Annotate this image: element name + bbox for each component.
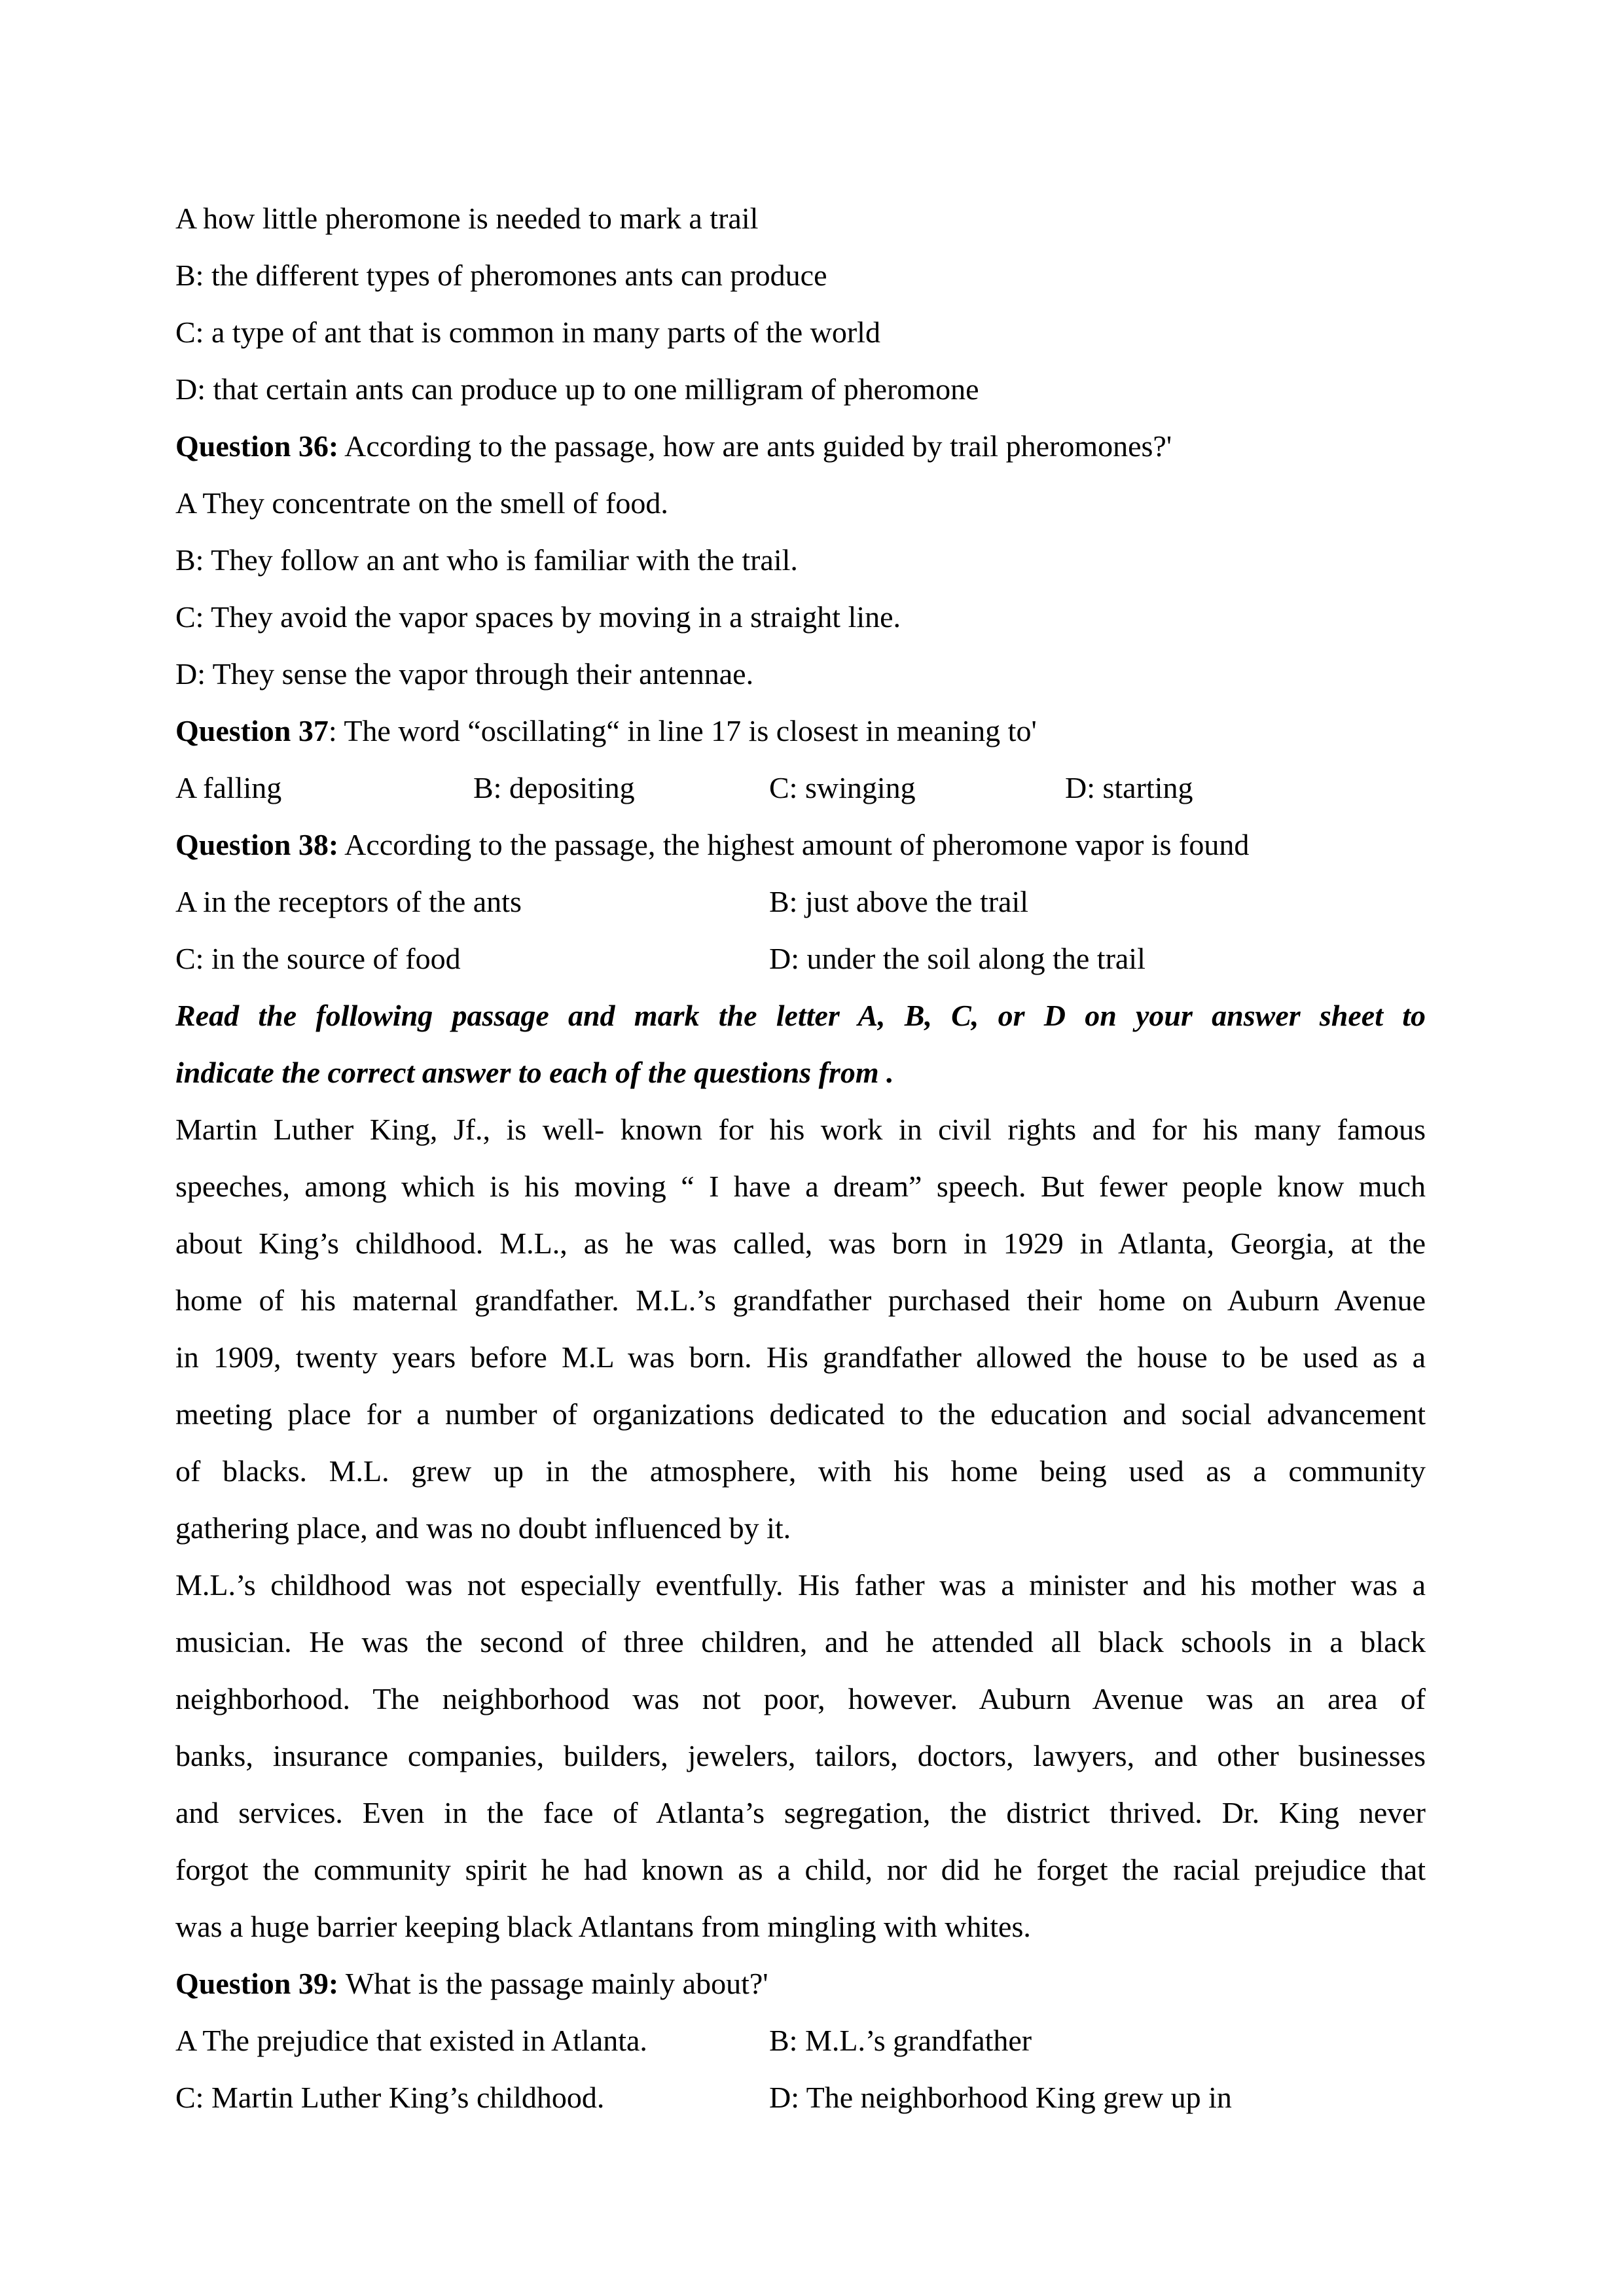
q38-question — [175, 816, 1426, 873]
passage-line: speeches, among which is his moving “ I have a dream” speech. But fewer people know much — [175, 1170, 1426, 1203]
q39-options-row-1 — [175, 2012, 1426, 2069]
q37-option-a: A falling — [175, 771, 282, 804]
q39-option-c: C: Martin Luther King’s childhood. — [175, 2081, 605, 2114]
q39-options-row-2 — [175, 2069, 1426, 2126]
passage-line: musician. He was the second of three children, and he attended all black schools in a black — [175, 1625, 1426, 1659]
q39-question — [175, 1955, 1426, 2012]
q37-question — [175, 702, 1426, 759]
q36-stem: According to the passage, how are ants guided by trail pheromones?' — [338, 429, 1172, 463]
q36-label: Question 36: — [175, 429, 339, 463]
q37-stem: : The word “oscillating“ in line 17 is closest in meaning to' — [328, 714, 1037, 747]
passage-line: banks, insurance companies, builders, jewelers, tailors, doctors, lawyers, and other businesses — [175, 1739, 1426, 1772]
q37-options — [175, 759, 1426, 816]
q38-stem: According to the passage, the highest amount of pheromone vapor is found — [338, 828, 1250, 861]
q37-option-d: D: starting — [1065, 771, 1193, 804]
q36-option-d: D: They sense the vapor through their antennae. — [175, 657, 754, 691]
document-page — [175, 190, 1426, 2126]
q35-option-b: B: the different types of pheromones ants can produce — [175, 259, 827, 292]
q37-option-c: C: swinging — [769, 771, 916, 804]
q35-option-d: D: that certain ants can produce up to one milligram of pheromone — [175, 372, 979, 406]
q38-label: Question 38: — [175, 828, 339, 861]
q36-option-c: C: They avoid the vapor spaces by moving in a straight line. — [175, 600, 901, 634]
passage-line: M.L.’s childhood was not especially eventfully. His father was a minister and his mother was a — [175, 1568, 1426, 1602]
q35-option-c: C: a type of ant that is common in many parts of the world — [175, 315, 880, 349]
passage-line: gathering place, and was no doubt influenced by it. — [175, 1511, 791, 1545]
q39-option-b: B: M.L.’s grandfather — [769, 2024, 1032, 2057]
passage-line: of blacks. M.L. grew up in the atmosphere, with his home being used as a community — [175, 1454, 1426, 1488]
q36-option-a: A They concentrate on the smell of food. — [175, 486, 668, 520]
passage-line: forgot the community spirit he had known as a child, nor did he forget the racial prejudice that — [175, 1853, 1426, 1886]
passage-line: home of his maternal grandfather. M.L.’s grandfather purchased their home on Auburn Avenue — [175, 1283, 1426, 1317]
instruction-line-2: indicate the correct answer to each of the questions from . — [175, 1056, 894, 1089]
q37-option-b: B: depositing — [473, 771, 635, 804]
passage-line: Martin Luther King, Jf., is well- known for his work in civil rights and for his many famous — [175, 1113, 1426, 1146]
passage-paragraph-1 — [175, 1101, 1426, 1556]
passage-line: neighborhood. The neighborhood was not poor, however. Auburn Avenue was an area of — [175, 1682, 1426, 1715]
passage-line: about King’s childhood. M.L., as he was called, was born in 1929 in Atlanta, Georgia, at the — [175, 1227, 1426, 1260]
q36-question — [175, 418, 1426, 475]
q39-stem: What is the passage mainly about?' — [338, 1967, 768, 2000]
instruction-line-1: Read the following passage and mark the letter A, B, C, or D on your answer sheet to — [175, 999, 1426, 1032]
q38-option-c: C: in the source of food — [175, 942, 461, 975]
q39-label: Question 39: — [175, 1967, 339, 2000]
passage-line: was a huge barrier keeping black Atlantans from mingling with whites. — [175, 1910, 1031, 1943]
passage-paragraph-2 — [175, 1556, 1426, 1955]
q38-options-row-2 — [175, 930, 1426, 987]
q38-options-row-1 — [175, 873, 1426, 930]
q35-option-a: A how little pheromone is needed to mark a trail — [175, 202, 759, 235]
q38-option-d: D: under the soil along the trail — [769, 942, 1146, 975]
q39-option-a: A The prejudice that existed in Atlanta. — [175, 2024, 647, 2057]
q39-option-d: D: The neighborhood King grew up in — [769, 2081, 1232, 2114]
q38-option-b: B: just above the trail — [769, 885, 1029, 918]
passage-line: in 1909, twenty years before M.L was born. His grandfather allowed the house to be used as a — [175, 1340, 1426, 1374]
passage-line: and services. Even in the face of Atlanta’s segregation, the district thrived. Dr. King never — [175, 1796, 1426, 1829]
q38-option-a: A in the receptors of the ants — [175, 885, 522, 918]
q37-label: Question 37 — [175, 714, 329, 747]
q36-option-b: B: They follow an ant who is familiar with the trail. — [175, 543, 798, 577]
passage-line: meeting place for a number of organizations dedicated to the education and social advancement — [175, 1397, 1426, 1431]
